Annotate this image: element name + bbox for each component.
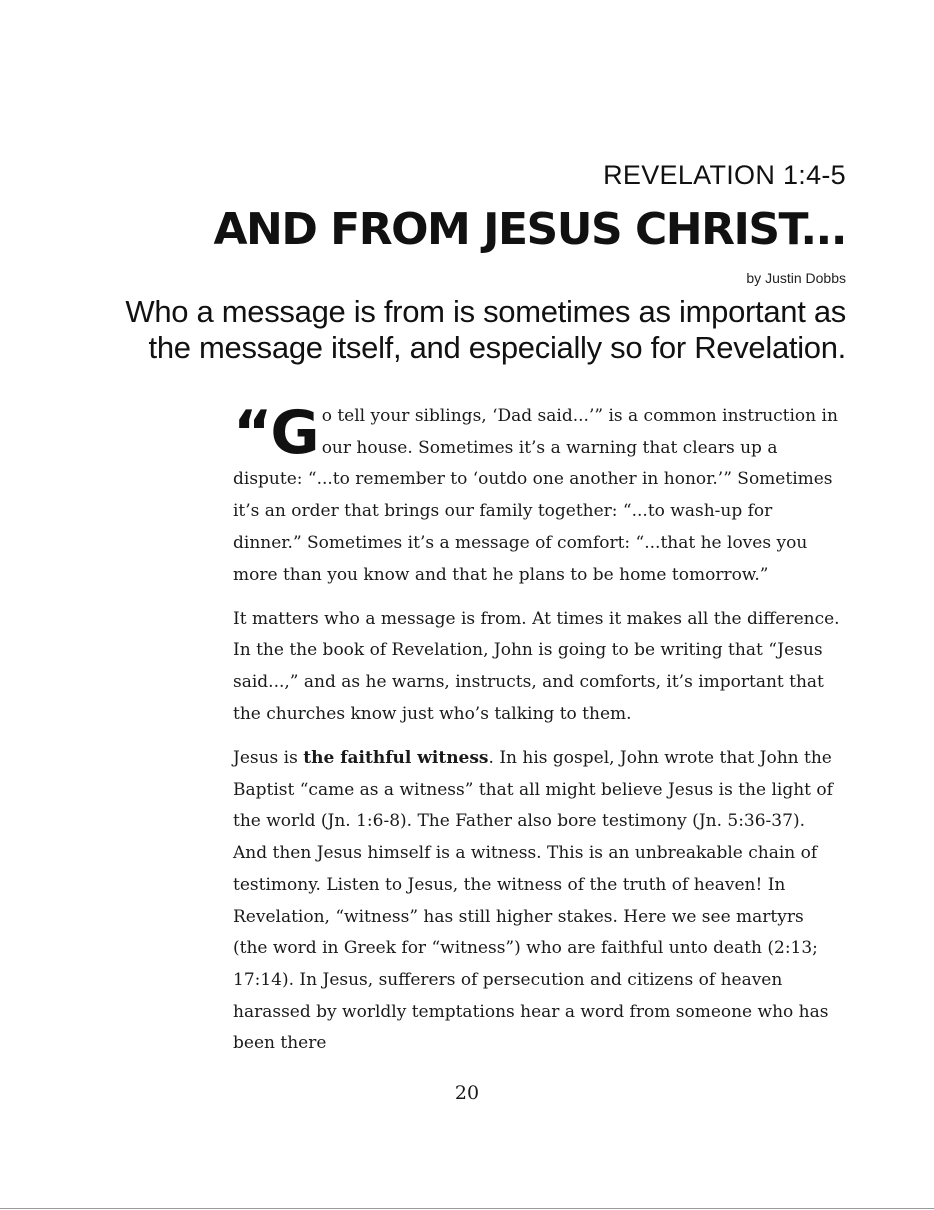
emphasis-faithful-witness: the faithful witness [303, 748, 489, 769]
paragraph-3-text: . In his gospel, John wrote that John the Baptist “came as a witness” that all might believe Jesus is the light of the world (Jn. 1:6-8). The Father also bore testimony (Jn. 5:36-37). And then Jesus himself is a witness. This is an unbreakable chain of testimony. Listen to Jesus, the witness of the truth of heaven! In Revelation, “witness” has still higher stakes. Here we see martyrs (the word in Greek for “witness”) who are faithful unto death (2:13; 17:14). In Jesus, sufferers of persecution and citizens of heaven harassed by worldly temptations hear a word from someone who has been there [233, 748, 833, 1054]
paragraph-1 [233, 398, 843, 591]
page-bottom-divider [0, 1208, 934, 1209]
author-byline: by Justin Dobbs [746, 270, 846, 286]
page-number: 20 [454, 1082, 480, 1104]
article-title: AND FROM JESUS CHRIST... [213, 204, 846, 255]
drop-cap: “G [233, 398, 318, 468]
paragraph-1-text: o tell your siblings, ‘Dad said...’” is a common instruction in our house. Sometimes it’s a warning that clears up a dispute: “...to remember to ‘outdo one another in honor.’” Sometimes it’s an order that brings our family together: “...to wash-up for dinner.” Sometimes it’s a message of comfort: “...that he loves you more than you know and that he plans to be home tomorrow.” [233, 406, 838, 585]
scripture-reference: REVELATION 1:4-5 [603, 160, 846, 190]
paragraph-3 [233, 743, 843, 1060]
article-body [233, 398, 843, 1073]
paragraph-3-lead: Jesus is [233, 748, 304, 769]
article-subtitle: Who a message is from is sometimes as important as the message itself, and especially so for Revelation. [125, 294, 846, 365]
paragraph-2: It matters who a message is from. At times it makes all the difference. In the the book of Revelation, John is going to be writing that “Jesus said...,” and as he warns, instructs, and comforts, it’s important that the churches know just who’s talking to them. [233, 608, 840, 724]
